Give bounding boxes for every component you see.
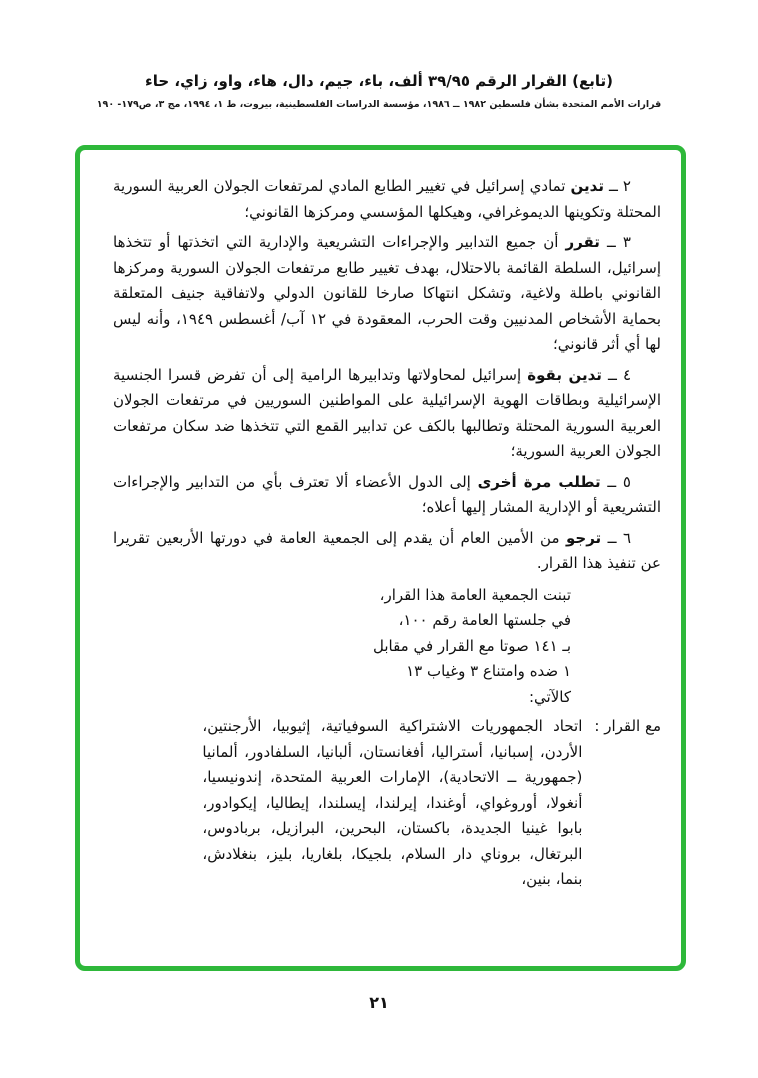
resolution-paragraph-5 xyxy=(113,470,661,521)
adoption-note xyxy=(113,583,571,711)
paragraph-text: إسرائيل لمحاولاتها وتدابيرها الرامية إلى أن تفرض قسرا الجنسية الإسرائيلية وبطاقات الهوية الإسرائيلية على المواطنين السوريين في مرتفعات الجولان العربية السورية المحتلة وتطالبها بالكف عن تدابير القمع التي تتخذها ضد سكان مرتفعات الجولان العربية السورية؛ xyxy=(113,365,661,460)
document-title: (تابع) القرار الرقم ٣٩/٩٥ ألف، باء، جيم، دال، هاء، واو، زاي، حاء xyxy=(145,72,613,90)
paragraph-number: ٦ ــ xyxy=(607,528,631,547)
paragraph-number: ٥ ــ xyxy=(607,472,631,491)
adoption-line: تبنت الجمعية العامة هذا القرار، xyxy=(379,585,571,604)
adoption-line: كالآتي: xyxy=(529,687,571,706)
paragraph-lead-word: تدين بقوة xyxy=(527,365,602,384)
adoption-line: بـ ١٤١ صوتا مع القرار في مقابل xyxy=(372,636,571,655)
paragraph-lead-word: تقرر xyxy=(565,233,600,251)
source-citation: قرارات الأمم المتحدة بشأن فلسطين ١٩٨٢ ــ ١٩٨٦، مؤسسة الدراسات الفلسطينية، بيروت، ط ١، ١٩٩٤، مج ٣، ص١٧٩- ١٩٠ xyxy=(96,99,662,110)
paragraph-lead-word: تدين xyxy=(570,177,604,195)
paragraph-lead-word: تطلب مرة أخرى xyxy=(477,472,601,491)
page-footer xyxy=(0,993,758,1012)
paragraph-text: تمادي إسرائيل في تغيير الطابع المادي لمرتفعات الجولان العربية السورية المحتلة وتكوينها الديموغرافي، وهيكلها المؤسسي ومركزها القانوني؛ xyxy=(113,177,661,221)
resolution-paragraph-4 xyxy=(113,363,661,465)
adoption-line: في جلستها العامة رقم ١٠٠، xyxy=(398,611,571,629)
paragraph-number: ٣ ــ xyxy=(607,233,631,251)
resolution-paragraph-6 xyxy=(113,526,661,577)
page-header xyxy=(0,72,758,110)
vote-record xyxy=(113,714,661,893)
resolution-paragraph-3 xyxy=(113,230,661,358)
paragraph-text: إلى الدول الأعضاء ألا تعترف بأي من التدابير والإجراءات التشريعية أو الإدارية المشار إليها أعلاه؛ xyxy=(113,472,661,516)
resolution-paragraph-2 xyxy=(113,174,661,225)
paragraph-number: ٢ ــ xyxy=(609,177,631,195)
paragraph-text: أن جميع التدابير والإجراءات التشريعية والإدارية التي اتخذتها أو تتخذها إسرائيل، السلطة القائمة بالاحتلال، بهدف تغيير طابع مرتفعات الجولان السورية ومركزها القانوني باطلة ولاغية، وتشكل انتهاكا صارخا للقانون الدولي ولاتفاقية جنيف المتعلقة بحماية الأشخاص المدنيين وقت الحرب، المعقودة في ١٢ آب/ أغسطس ١٩٤٩، وأنه ليس لها أي أثر قانوني؛ xyxy=(113,233,662,353)
resolution-body xyxy=(113,174,661,893)
page-number: ٢١ xyxy=(369,993,389,1012)
green-frame xyxy=(75,145,686,971)
paragraph-text: من الأمين العام أن يقدم إلى الجمعية العامة في دورتها الأربعين تقريرا عن تنفيذ هذا القرار. xyxy=(113,528,661,572)
vote-countries-list: اتحاد الجمهوريات الاشتراكية السوفياتية، إثيوبيا، الأرجنتين، الأردن، إسبانيا، أستراليا، أفغانستان، ألبانيا، السلفادور، ألمانيا (جمهورية ــ الاتحادية)، الإمارات العربية المتحدة، إندونيسيا، أنغولا، أوروغواي، أوغندا، إيرلندا، إيسلندا، إيطاليا، إيكوادور، بابوا غينيا الجديدة، باكستان، البحرين، البرازيل، بربادوس، البرتغال، بروناي دار السلام، بلجيكا، بلغاريا، بليز، بنغلادش، بنما، بنين، xyxy=(202,717,583,888)
adoption-line: ١ ضده وامتناع ٣ وغياب ١٣ xyxy=(406,662,571,680)
paragraph-number: ٤ ــ xyxy=(608,365,631,384)
paragraph-lead-word: ترجو xyxy=(566,528,602,547)
vote-label: مع القرار : xyxy=(594,717,661,735)
